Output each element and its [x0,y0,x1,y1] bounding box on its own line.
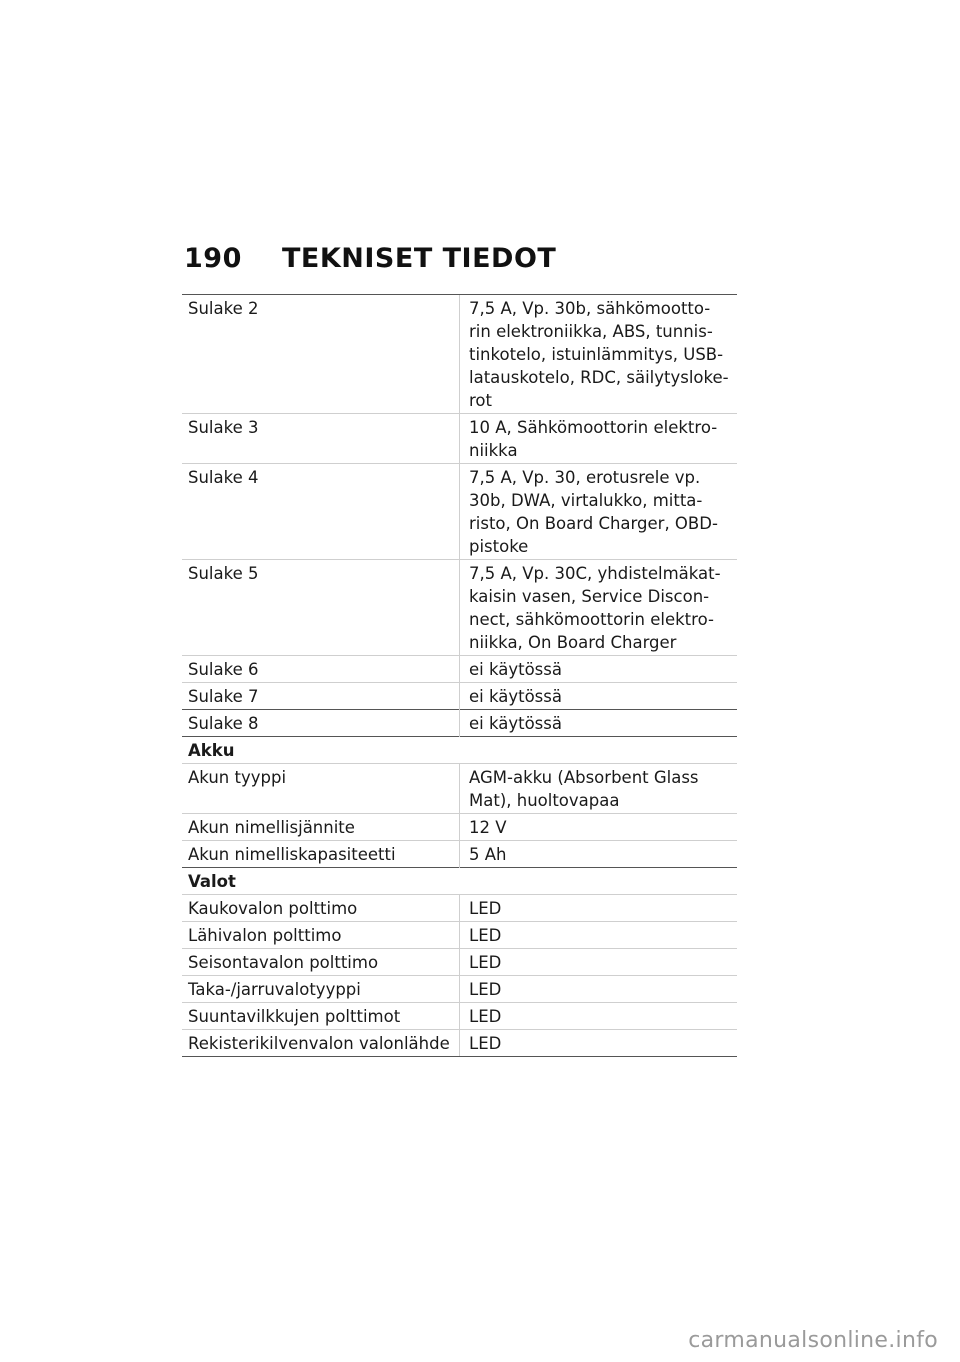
row-value: ei käytössä [460,656,738,683]
row-value: LED [460,895,738,922]
row-value [460,764,738,814]
value-line: 7,5 A, Vp. 30b, sähkömootto- [469,299,711,318]
row-label: Akun nimellisjännite [182,814,460,841]
page-title: TEKNISET TIEDOT [282,243,557,274]
row-value: LED [460,922,738,949]
table-row [182,949,737,976]
table-row [182,414,737,464]
value-line: latauskotelo, RDC, säilytysloke- [469,368,729,387]
page-number: 190 [184,243,242,274]
row-label: Taka-/jarruvalotyyppi [182,976,460,1003]
row-value [460,295,738,414]
value-line: pistoke [469,537,529,556]
value-line: nect, sähkömoottorin elektro- [469,610,714,629]
row-value [460,464,738,560]
value-line: niikka, On Board Charger [469,633,677,652]
row-value: LED [460,949,738,976]
table-row [182,295,737,414]
value-line: 7,5 A, Vp. 30, erotusrele vp. [469,468,701,487]
value-line: 30b, DWA, virtalukko, mitta- [469,491,703,510]
value-line: rin elektroniikka, ABS, tunnis- [469,322,713,341]
table-row [182,764,737,814]
table-row [182,895,737,922]
table-row [182,1003,737,1030]
row-label: Akun nimelliskapasiteetti [182,841,460,868]
row-value [460,414,738,464]
table-row [182,656,737,683]
row-value [460,560,738,656]
table-row [182,683,737,710]
watermark: carmanualsonline.info [688,1328,938,1353]
table-row [182,814,737,841]
row-value: ei käytössä [460,710,738,737]
row-label: Rekisterikilvenvalon valonlähde [182,1030,460,1057]
table-row [182,922,737,949]
value-line: 7,5 A, Vp. 30C, yhdistelmäkat- [469,564,721,583]
page-header [184,243,556,274]
value-line: risto, On Board Charger, OBD- [469,514,718,533]
row-label: Sulake 8 [182,710,460,737]
row-label: Seisontavalon polttimo [182,949,460,976]
row-value: LED [460,1003,738,1030]
row-value: 5 Ah [460,841,738,868]
table-row [182,976,737,1003]
row-label: Sulake 6 [182,656,460,683]
row-label: Suuntavilkkujen polttimot [182,1003,460,1030]
table-row [182,841,737,868]
value-line: 10 A, Sähkömoottorin elektro- [469,418,718,437]
row-label: Kaukovalon polttimo [182,895,460,922]
value-line: kaisin vasen, Service Discon- [469,587,710,606]
value-line: niikka [469,441,518,460]
spec-table [182,294,737,1057]
row-label: Lähivalon polttimo [182,922,460,949]
row-label: Sulake 5 [182,560,460,656]
value-line: AGM-akku (Absorbent Glass [469,768,699,787]
value-line: tinkotelo, istuinlämmitys, USB- [469,345,724,364]
row-label: Sulake 7 [182,683,460,710]
table-row [182,560,737,656]
row-label: Sulake 3 [182,414,460,464]
section-heading-row [182,737,737,764]
row-value: LED [460,976,738,1003]
section-heading-battery: Akku [182,737,737,764]
row-value: LED [460,1030,738,1057]
row-value: ei käytössä [460,683,738,710]
row-label: Sulake 4 [182,464,460,560]
table-row [182,710,737,737]
section-heading-row [182,868,737,895]
value-line: Mat), huoltovapaa [469,791,620,810]
value-line: rot [469,391,492,410]
row-label: Akun tyyppi [182,764,460,814]
row-label: Sulake 2 [182,295,460,414]
section-heading-lights: Valot [182,868,737,895]
row-value: 12 V [460,814,738,841]
table-row [182,464,737,560]
table-row [182,1030,737,1057]
